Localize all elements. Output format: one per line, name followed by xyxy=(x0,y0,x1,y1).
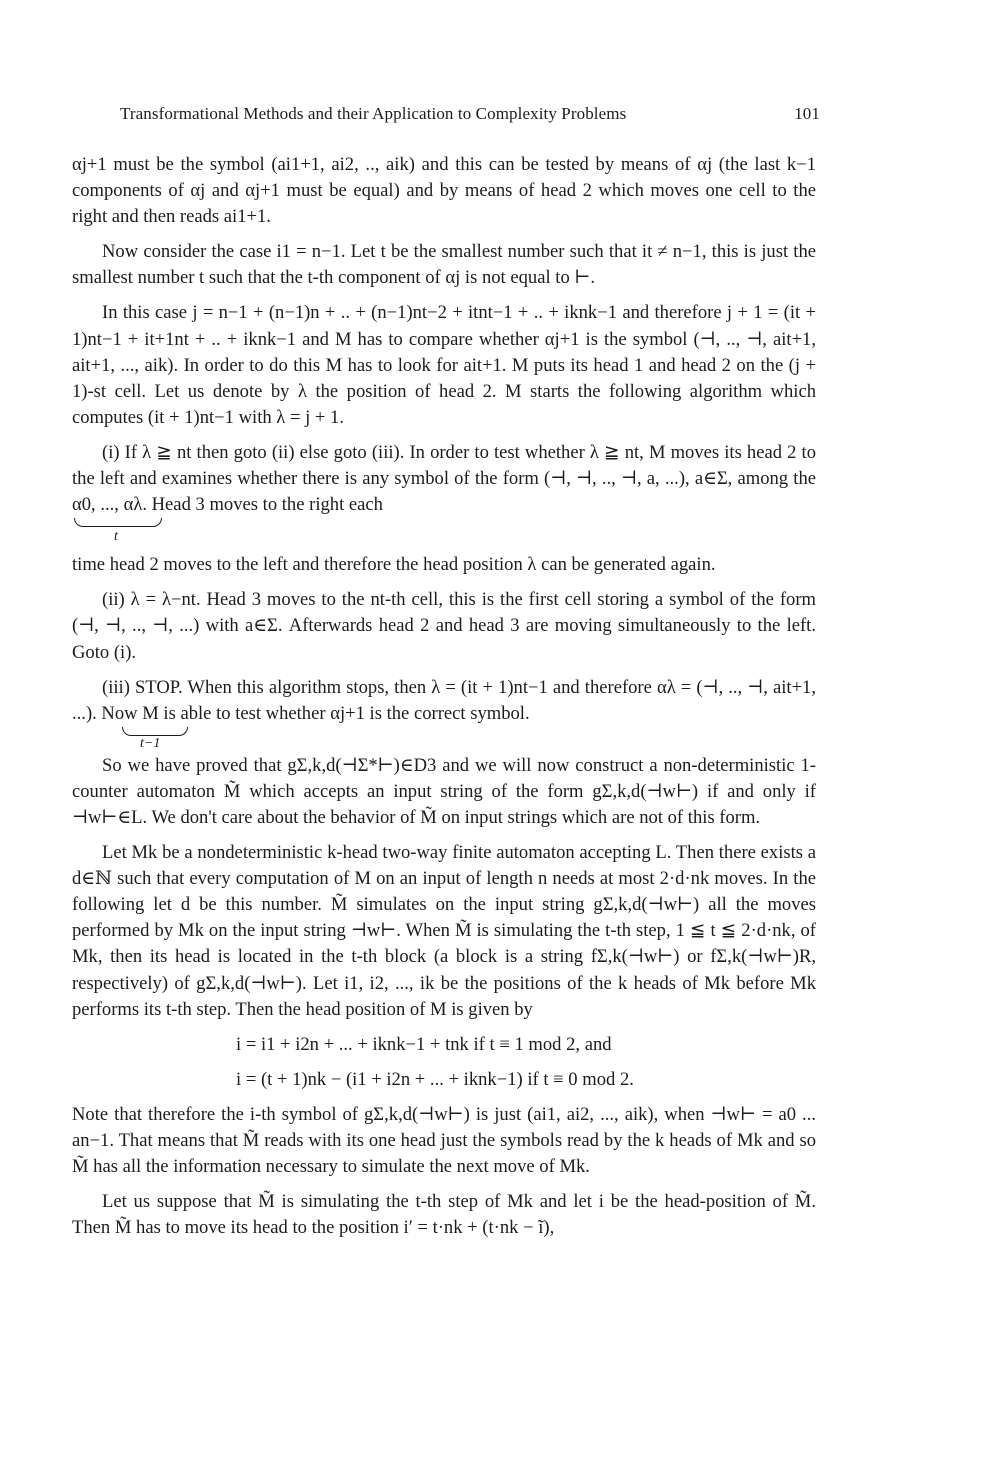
paragraph-step-iii: (iii) STOP. When this algorithm stops, then λ = (it + 1)nt−1 and therefore αλ = (⊣, .., ⊣, ait+1, ...). Now M is able to test whether αj+1 is the correct symbol. xyxy=(72,676,816,724)
paragraph-step-ii: (ii) λ = λ−nt. Head 3 moves to the nt-th cell, this is the first cell storing a symbol of the form (⊣, ⊣, .., ⊣, ...) with a∈Σ. Afterwards head 2 and head 3 are moving simultaneously to the left. Goto (i). xyxy=(72,589,816,663)
page-number: 101 xyxy=(794,104,820,123)
equation-odd: i = i1 + i2n + ... + iknk−1 + tnk if t ≡ 1 mod 2, and xyxy=(236,1033,612,1055)
paragraph: So we have proved that gΣ,k,d(⊣Σ*⊢)∈D3 and we will now construct a non-deterministic 1-counter automaton M̃ which accepts an input string of the form gΣ,k,d(⊣w⊢) if and only if ⊣w⊢∈L. We don't care about the behavior of M̃ on input strings which are not of this form. xyxy=(72,754,816,828)
paragraph: In this case j = n−1 + (n−1)n + .. + (n−1)nt−2 + itnt−1 + .. + iknk−1 and therefore j + 1 = (it + 1)nt−1 + it+1nt + .. + iknk−1 and M has to compare whether αj+1 is the symbol (⊣, .., ⊣, ait+1, ait+1, ..., aik). In order to do this M has to look for ait+1. M puts its head 1 and head 2 on the (j + 1)-st cell. Let us denote by λ the position of head 2. M starts the following algorithm which computes (it + 1)nt−1 with λ = j + 1. xyxy=(72,302,816,428)
underbrace-label: t−1 xyxy=(140,735,161,751)
equation-even: i = (t + 1)nk − (i1 + i2n + ... + iknk−1) if t ≡ 0 mod 2. xyxy=(236,1068,634,1090)
underbrace-label: t xyxy=(114,529,118,545)
underbrace xyxy=(122,727,188,736)
paragraph: Note that therefore the i-th symbol of gΣ,k,d(⊣w⊢) is just (ai1, ai2, ..., aik), when ⊣w⊢ = a0 ... an−1. That means that M̃ reads with its one head just the symbols read by the k heads of Mk and so M̃ has all the information necessary to simulate the next move of Mk. xyxy=(72,1103,816,1178)
running-title: Transformational Methods and their Application to Complexity Problems xyxy=(120,104,627,123)
paragraph: Let Mk be a nondeterministic k-head two-way finite automaton accepting L. Then there exists a d∈ℕ such that every computation of M on an input of length n needs at most 2·d·nk moves. In the following let d be this number. M̃ simulates on the input string gΣ,k,d(⊣w⊢) all the moves performed by Mk on the input string ⊣w⊢. When M̃ is simulating the t-th step, 1 ≦ t ≦ 2·d·nk, of Mk, then its head is located in the t-th block (a block is a string fΣ,k(⊣w⊢) or fΣ,k(⊣w⊢)R, respectively) of gΣ,k,d(⊣w⊢). Let i1, i2, ..., ik be the positions of the k heads of Mk before Mk performs its t-th step. Then the head position of M is given by xyxy=(72,842,816,1020)
underbrace-row xyxy=(72,518,816,552)
underbrace xyxy=(74,518,162,527)
paragraph-step-i: (i) If λ ≧ nt then goto (ii) else goto (iii). In order to test whether λ ≧ nt, M moves its head 2 to the left and examines whether there is any symbol of the form (⊣, ⊣, .., ⊣, a, ...), a∈Σ, among the α0, ..., αλ. Head 3 moves to the right each xyxy=(72,441,816,516)
running-header xyxy=(120,104,820,130)
body-text xyxy=(72,152,816,1250)
paragraph: Let us suppose that M̃ is simulating the t-th step of Mk and let i be the head-position of M̃. Then M̃ has to move its head to the position i′ = t·nk + (t·nk − ĩ), xyxy=(72,1191,816,1239)
underbrace-row xyxy=(72,727,816,753)
paragraph: Now consider the case i1 = n−1. Let t be the smallest number such that it ≠ n−1, this is just the smallest number t such that the t-th component of αj is not equal to ⊢. xyxy=(72,241,816,289)
paragraph-continuation: time head 2 moves to the left and therefore the head position λ can be generated again. xyxy=(72,554,716,576)
paragraph: αj+1 must be the symbol (ai1+1, ai2, .., aik) and this can be tested by means of αj (the last k−1 components of αj and αj+1 must be equal) and by means of head 2 which moves one cell to the right and then reads ai1+1. xyxy=(72,154,816,228)
